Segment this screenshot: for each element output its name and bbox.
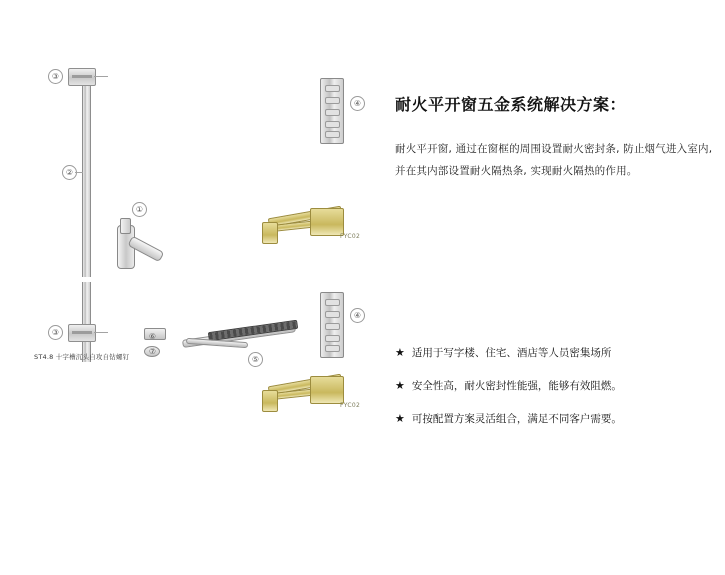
hinge-lower (320, 292, 344, 358)
star-icon: ★ (395, 346, 405, 359)
fastener-upper (68, 68, 96, 86)
description-paragraph: 耐火平开窗, 通过在窗框的周围设置耐火密封条, 防止烟气进入室内, 并在其内部设置耐火隔热条, 实现耐火隔热的作用。 (395, 142, 713, 177)
feature-item-3-label: 可按配置方案灵活组合，满足不同客户需要。 (411, 412, 622, 425)
hardware-exploded-diagram (10, 30, 380, 460)
screw-caption: ST4.8 十字槽沉头自攻自钻螺钉 (34, 353, 130, 361)
stay-label-top: FYC02 (340, 233, 361, 240)
brass-stay-upper-bracket (310, 208, 344, 236)
window-handle-neck (120, 218, 131, 234)
callout-6: ⑥ (148, 332, 157, 341)
fastener-lower (68, 324, 96, 342)
feature-item-2 (395, 378, 715, 395)
feature-item-2-label: 安全性高，耐火密封性能强，能够有效阻燃。 (411, 379, 622, 392)
feature-item-1-label: 适用于写字楼、住宅、酒店等人员密集场所 (411, 347, 612, 359)
star-icon: ★ (395, 378, 405, 392)
callout-2: ② (62, 165, 77, 180)
callout-3-upper: ③ (48, 69, 63, 84)
callout-1: ① (132, 202, 147, 217)
description-panel (395, 95, 713, 182)
hinge-upper (320, 78, 344, 144)
callout-4-lower: ④ (350, 308, 365, 323)
brass-stay-upper-shoe (262, 222, 278, 244)
callout-3-lower: ③ (48, 325, 63, 340)
feature-list (395, 345, 715, 443)
brass-stay-lower-shoe (262, 390, 278, 412)
star-icon: ★ (395, 411, 405, 425)
page-title: 耐火平开窗五金系统解决方案： (395, 95, 627, 114)
callout-4-upper: ④ (350, 96, 365, 111)
callout-5: ⑤ (248, 352, 263, 367)
callout-7: ⑦ (148, 347, 157, 356)
espagnolette-rod-lower (82, 282, 91, 362)
callout-2-leader (75, 172, 83, 173)
stay-label-bottom: FYC02 (340, 402, 361, 409)
fastener-upper-leader (94, 76, 108, 77)
brass-stay-lower-bracket (310, 376, 344, 404)
fastener-lower-leader (94, 332, 108, 333)
feature-item-3 (395, 411, 715, 428)
feature-item-1 (395, 345, 715, 362)
espagnolette-rod-upper (82, 72, 91, 277)
